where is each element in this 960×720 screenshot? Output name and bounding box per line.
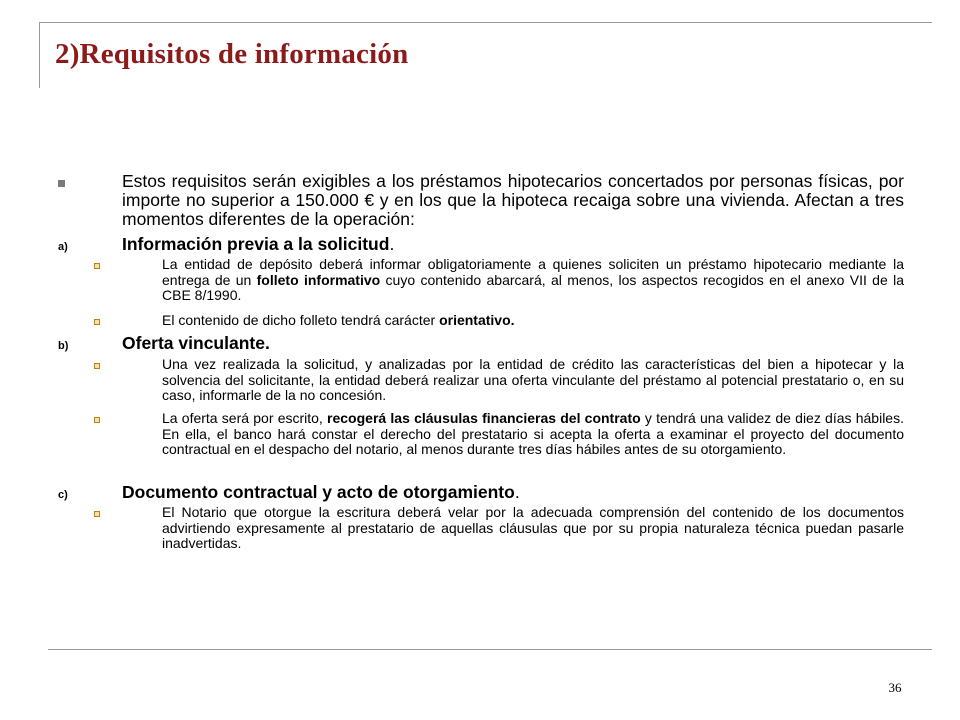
section-b-letter: b) (58, 340, 69, 352)
section-c-letter: c) (58, 489, 68, 501)
item-text: cuyo contenido abarcará, al menos, los aspectos recogidos en el anexo VII de la CBE 8/1990. (162, 271, 904, 303)
section-c-heading-text: Documento contractual y acto de otorgamiento (122, 482, 515, 502)
section-b-item-1 (162, 357, 904, 404)
hollow-square-bullet-icon (94, 511, 100, 517)
section-c-heading-end: . (514, 482, 520, 502)
square-bullet-icon (58, 180, 65, 187)
hollow-square-bullet-icon (94, 263, 100, 269)
section-a-heading (122, 234, 394, 255)
section-b-heading (122, 333, 270, 354)
section-a-item-1 (162, 257, 904, 304)
page-number: 36 (888, 680, 902, 695)
bottom-rule (48, 649, 932, 650)
intro-paragraph: Estos requisitos serán exigibles a los préstamos hipotecarios concertados por personas físicas, por importe no superior a 150.000 € y en los que la hipoteca recaiga sobre una vivienda. Afectan a tres momentos diferentes de la operación: (122, 171, 904, 229)
item-text: La entidad de depósito deberá informar obligatoriamente a quienes soliciten un préstamo hipotecario mediante la entrega de un (162, 256, 904, 288)
item-text: El contenido de dicho folleto tendrá carácter (162, 312, 440, 328)
item-bold-text: folleto informativo (256, 271, 381, 288)
item-text: El Notario que otorgue la escritura deberá velar por la adecuada comprensión del contenido de los documentos advirtiendo expresamente al prestatario de aquellas cláusulas que por su propia naturaleza técnica puedan pasarle inadvertidas. (162, 504, 904, 551)
section-c-heading (122, 482, 520, 503)
item-bold-text: recogerá las cláusulas financieras del contrato (327, 410, 641, 426)
section-a-heading-end: . (389, 234, 395, 254)
hollow-square-bullet-icon (94, 417, 100, 423)
item-text: Una vez realizada la solicitud, y analizadas por la entidad de crédito las características del bien a hipotecar y la solvencia del solicitante, la entidad deberá realizar una oferta vinculante del préstamo al potencial prestatario o, en su caso, informarle de la no concesión. (162, 356, 904, 403)
item-text: La oferta será por escrito, (162, 410, 328, 426)
section-a-item-2 (162, 313, 904, 329)
hollow-square-bullet-icon (94, 319, 100, 325)
item-text: y tendrá una validez de diez días hábiles. En ella, el banco hará constar el derecho del prestatario si acepta la oferta a examinar el proyecto del documento contractual en el despacho del notario, al menos durante tres días hábiles antes de su otorgamiento. (162, 410, 904, 457)
item-bold-text: orientativo. (439, 312, 515, 328)
hollow-square-bullet-icon (94, 363, 100, 369)
section-c-item-1 (162, 505, 904, 552)
section-a-heading-text: Información previa a la solicitud (122, 234, 390, 254)
section-b-heading-text: Oferta vinculante. (122, 333, 270, 353)
slide-title: 2)Requisitos de información (55, 38, 409, 70)
section-a-letter: a) (58, 241, 68, 253)
section-b-item-2 (162, 411, 904, 458)
